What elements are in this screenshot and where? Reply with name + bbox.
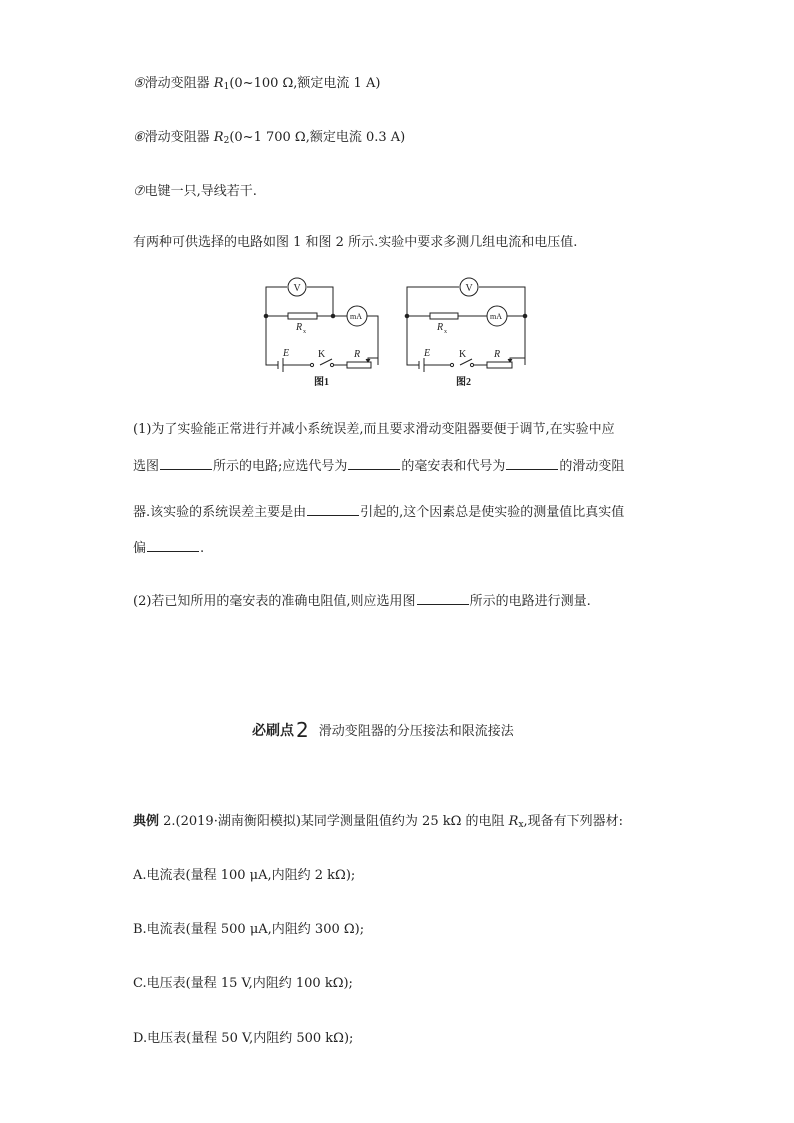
question-text: . bbox=[200, 541, 205, 556]
resistor-label: R bbox=[296, 322, 303, 333]
item-6 bbox=[133, 128, 405, 150]
item-5 bbox=[133, 74, 380, 96]
subscript: 1 bbox=[223, 82, 230, 92]
rheostat-label: R bbox=[494, 349, 501, 360]
option-c: C.电压表(量程 15 V,内阻约 100 kΩ); bbox=[133, 976, 353, 991]
rheostat-label: R bbox=[354, 349, 361, 360]
option-b: B.电流表(量程 500 μA,内阻约 300 Ω); bbox=[133, 922, 365, 937]
option-d: D.电压表(量程 50 V,内阻约 500 kΩ); bbox=[133, 1031, 354, 1046]
answer-blank[interactable] bbox=[160, 457, 212, 470]
rheostat-symbol bbox=[487, 362, 512, 368]
question-1-line-4 bbox=[133, 539, 204, 558]
question-text: 所示的电路;应选代号为 bbox=[213, 459, 348, 474]
question-text: 的毫安表和代号为 bbox=[401, 459, 506, 474]
example-text: 2.(2019·湖南衡阳模拟)某同学测量阻值约为 25 kΩ 的电阻 bbox=[159, 814, 509, 829]
source-label: E bbox=[424, 348, 431, 359]
item-text: 滑动变阻器 bbox=[144, 76, 214, 91]
symbol: R bbox=[213, 130, 224, 145]
answer-blank[interactable] bbox=[147, 539, 199, 552]
circuit-figure-1-labels bbox=[282, 283, 362, 388]
resistor-symbol bbox=[430, 313, 458, 319]
example-label: 典例 bbox=[133, 814, 160, 829]
intro-text: 有两种可供选择的电路如图 1 和图 2 所示.实验中要求多测几组电流和电压值. bbox=[133, 235, 578, 250]
figure-caption: 图2 bbox=[456, 377, 471, 388]
question-text: 选图 bbox=[133, 459, 160, 474]
item-marker: ⑦ bbox=[133, 183, 145, 198]
item-marker: ⑥ bbox=[133, 129, 145, 144]
example-text: ,现备有下列器材: bbox=[523, 814, 624, 829]
subscript: 2 bbox=[223, 136, 230, 146]
voltmeter-label: V bbox=[465, 283, 473, 294]
answer-blank[interactable] bbox=[417, 592, 469, 605]
answer-blank[interactable] bbox=[307, 503, 359, 516]
question-text: 偏 bbox=[133, 541, 147, 556]
question-1-line-2 bbox=[133, 457, 624, 476]
item-marker: ⑤ bbox=[133, 75, 145, 90]
figure-caption: 图1 bbox=[314, 377, 329, 388]
option-a: A.电流表(量程 100 μA,内阻约 2 kΩ); bbox=[133, 868, 356, 883]
item-spec: (0~1 700 Ω,额定电流 0.3 A) bbox=[229, 130, 406, 145]
question-1-line-3 bbox=[133, 503, 624, 522]
voltmeter-label: V bbox=[293, 283, 301, 294]
switch-label: K bbox=[318, 349, 326, 360]
section-number: 2 bbox=[296, 718, 309, 742]
ammeter-label: mA bbox=[350, 312, 362, 321]
item-text: 滑动变阻器 bbox=[144, 130, 214, 145]
section-heading bbox=[252, 718, 514, 742]
question-text: 器.该实验的系统误差主要是由 bbox=[133, 505, 307, 520]
question-text: 的滑动变阻 bbox=[559, 459, 625, 474]
item-7 bbox=[133, 182, 257, 201]
resistor-sub: x bbox=[444, 329, 447, 335]
resistor-label: R bbox=[437, 322, 444, 333]
switch-label: K bbox=[459, 349, 467, 360]
symbol: R bbox=[213, 76, 224, 91]
rheostat-symbol bbox=[347, 362, 371, 368]
question-text: 引起的,这个因素总是使实验的测量值比真实值 bbox=[360, 505, 625, 520]
circuit-diagrams bbox=[0, 274, 794, 394]
ammeter-label: mA bbox=[490, 312, 502, 321]
circuit-figure-2-labels bbox=[423, 283, 502, 388]
source-label: E bbox=[283, 348, 290, 359]
question-2 bbox=[133, 592, 591, 611]
resistor-symbol bbox=[288, 313, 317, 319]
answer-blank[interactable] bbox=[506, 457, 558, 470]
answer-blank[interactable] bbox=[348, 457, 400, 470]
question-text: (2)若已知所用的毫安表的准确电阻值,则应选用图 bbox=[133, 594, 416, 609]
example-line bbox=[133, 813, 623, 834]
subscript: x bbox=[518, 820, 524, 830]
question-1-line-1: (1)为了实验能正常进行并减小系统误差,而且要求滑动变阻器要便于调节,在实验中应 bbox=[133, 422, 615, 437]
symbol: R bbox=[508, 814, 519, 829]
question-text: 所示的电路进行测量. bbox=[469, 594, 591, 609]
item-spec: (0~100 Ω,额定电流 1 A) bbox=[229, 76, 381, 91]
resistor-sub: x bbox=[303, 329, 306, 335]
item-text: 电键一只,导线若干. bbox=[144, 184, 257, 199]
section-tag: 必刷点 bbox=[252, 723, 294, 739]
section-name: 滑动变阻器的分压接法和限流接法 bbox=[318, 724, 514, 739]
